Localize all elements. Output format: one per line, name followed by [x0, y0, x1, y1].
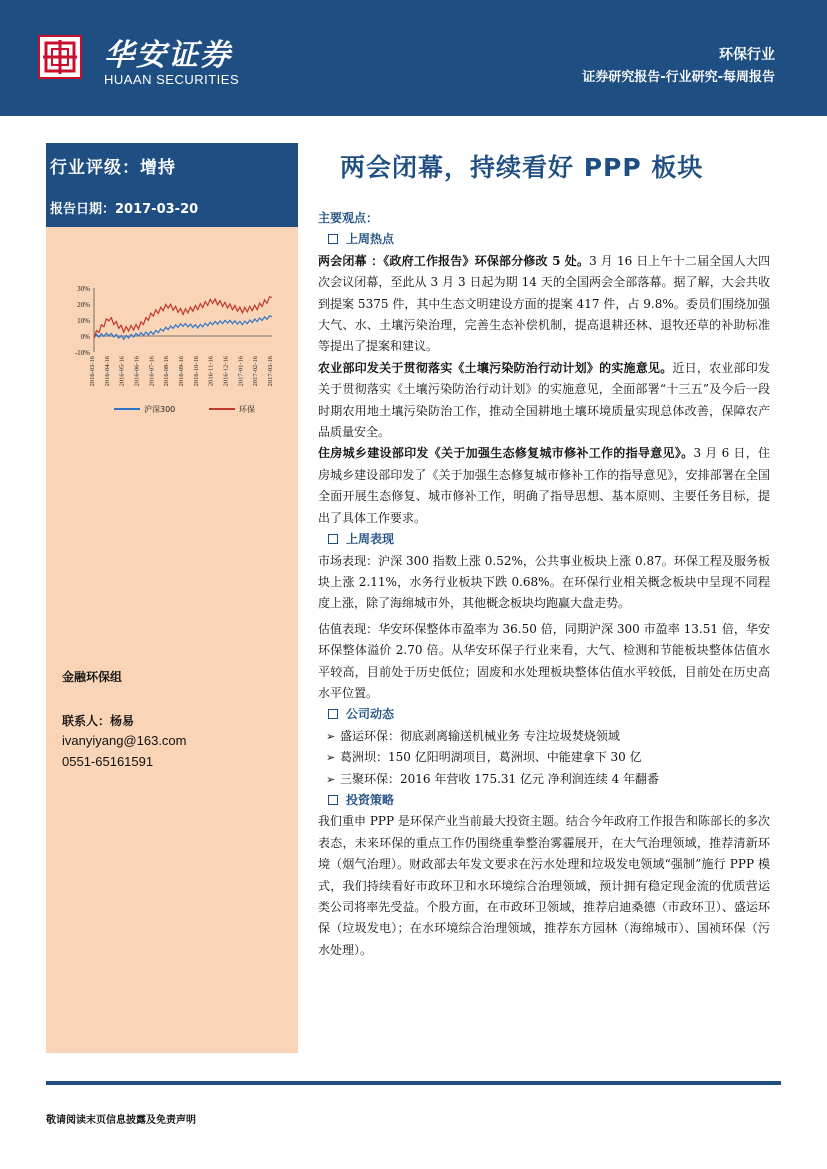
- x-tick-label: 2016-06-16: [133, 356, 141, 387]
- news-text: 盛运环保：彻底剥离输送机械业务 专注垃圾焚烧领域: [340, 728, 620, 743]
- x-tick-label: 2016-03-16: [89, 356, 96, 387]
- y-tick-label: 0%: [80, 333, 90, 341]
- contact-phone: 0551-65161591: [62, 754, 154, 769]
- paragraph-market: 市场表现：沪深 300 指数上涨 0.52%，公共事业板块上涨 0.87。环保工程及服务板块上涨 2.11%，水务行业板块下跌 0.68%。在环保行业相关概念板块中呈现不同程度上涨，除了海绵城市外，其他概念板块均跑赢大盘走势。: [318, 553, 770, 611]
- performance-chart-svg: [62, 280, 282, 420]
- paragraph-lead: 住房城乡建设部印发《关于加强生态修复城市修补工作的指导意见》。: [318, 446, 694, 461]
- x-tick-label: 2016-12-16: [222, 356, 230, 387]
- section-heading-performance: [318, 529, 770, 550]
- section-heading-hot: [318, 229, 770, 250]
- y-tick-label: 20%: [77, 301, 90, 309]
- section-heading-company: [318, 704, 770, 725]
- x-tick-label: 2016-07-16: [148, 356, 156, 387]
- x-tick-label: 2016-04-16: [103, 356, 111, 387]
- x-tick-label: 2016-05-16: [118, 356, 126, 387]
- x-tick-label: 2016-10-16: [192, 356, 200, 387]
- paragraph-body: 近日，农业部印发关于贯彻落实《土壤污染防治行动计划》的实施意见，全面部署“十三五”及今后一段时期农用地土壤污染防治工作，推动全国耕地土壤环境质量实现总体改善，保障农产品质量安全。: [318, 360, 770, 440]
- x-tick-label: 2017-01-16: [237, 356, 245, 387]
- report-date: 报告日期：2017-03-20: [46, 187, 298, 227]
- checkbox-square-icon: [328, 234, 338, 244]
- x-tick-label: 2017-02-16: [252, 356, 260, 387]
- news-item: [318, 769, 770, 790]
- section-label: 上周热点: [346, 232, 395, 247]
- disclaimer-note: 敬请阅读末页信息披露及免责声明: [46, 1115, 196, 1126]
- footer-divider: [46, 1081, 781, 1085]
- arrow-bullet-icon: ➢: [326, 729, 336, 743]
- news-item: [318, 747, 770, 768]
- section-label: 上周表现: [346, 532, 395, 547]
- x-tick-label: 2016-08-16: [163, 356, 171, 387]
- rating-banner: [46, 143, 298, 187]
- arrow-bullet-icon: ➢: [326, 751, 336, 765]
- checkbox-square-icon: [328, 534, 338, 544]
- checkbox-square-icon: [328, 709, 338, 719]
- x-tick-label: 2017-03-16: [267, 356, 274, 387]
- huaan-logo-icon: [38, 35, 82, 79]
- arrow-bullet-icon: ➢: [326, 772, 336, 786]
- y-tick-label: 30%: [77, 285, 90, 293]
- section-heading-strategy: [318, 790, 770, 811]
- legend-label: 沪深300: [144, 405, 176, 414]
- series-line-env: [94, 297, 272, 339]
- team-name: 金融环保组: [62, 670, 123, 684]
- key-points-heading: 主要观点：: [318, 211, 379, 225]
- brand-name-cn: 华安证券: [104, 38, 232, 73]
- industry-rating: 行业评级：增持: [50, 158, 176, 178]
- performance-chart: [62, 280, 282, 420]
- brand-name-en: HUAAN SECURITIES: [104, 72, 240, 87]
- report-type-label: 证券研究报告-行业研究-每周报告: [582, 70, 775, 85]
- x-tick-label: 2016-09-16: [178, 356, 185, 387]
- paragraph-body: 3 月 16 日上午十二届全国人大四次会议闭幕，至此从 3 月 3 日起为期 14 天的全国两会全部落幕。据了解，大会共收到提案 5375 件，其中生态文明建设方面的提案 417 件，占 9.8%。委员们围绕加强大气、水、土壤污染治理，完善生态补偿机制，提高退耕还林、退牧还草的补助标准等提出了提案和建议。: [318, 253, 770, 354]
- paragraph-valuation: 估值表现：华安环保整体市盈率为 36.50 倍，同期沪深 300 市盈率 13.51 倍，华安环保整体溢价 2.70 倍。从华安环保子行业来看，大气、检测和节能板块整体估值水平较高，目前处于历史低位；固废和水处理板块整体估值水平较低，目前处在历史高水平位置。: [318, 621, 770, 700]
- paragraph-lead: 两会闭幕 ：《政府工作报告》环保部分修改 5 处。: [318, 253, 590, 268]
- paragraph-city-repair: [318, 443, 770, 529]
- report-title: 两会闭幕，持续看好 PPP 板块: [340, 153, 704, 182]
- news-text: 三聚环保：2016 年营收 175.31 亿元 净利润连续 4 年翻番: [340, 771, 660, 786]
- news-item: [318, 726, 770, 747]
- contact-person: 联系人：杨易: [62, 714, 135, 728]
- section-label: 公司动态: [346, 707, 395, 722]
- news-text: 葛洲坝：150 亿阳明湖项目，葛洲坝、中能建拿下 30 亿: [340, 750, 642, 765]
- checkbox-square-icon: [328, 795, 338, 805]
- paragraph-two-sessions: [318, 251, 770, 358]
- paragraph-soil-plan: [318, 358, 770, 444]
- section-label: 投资策略: [346, 792, 395, 807]
- paragraph-strategy: 我们重申 PPP 是环保产业当前最大投资主题。结合今年政府工作报告和陈部长的多次表态，未来环保的重点工作仍围绕重拳整治雾霾展开，在大气治理领域，推荐清新环境（烟气治理）。财政部去年发文要求在污水处理和垃圾发电领域“强制”施行 PPP 模式，我们持续看好市政环卫和水环境综合治理领域，预计拥有稳定现金流的优质营运类公司将率先受益。个股方面，在市政环卫领域，推荐启迪桑德（市政环卫）、盛运环保（垃圾发电）；在水环境综合治理领域，推荐东方园林（海绵城市）、国祯环保（污水处理）。: [318, 814, 770, 957]
- y-tick-label: -10%: [74, 349, 90, 357]
- main-content: [318, 208, 770, 961]
- page-header: [0, 0, 827, 116]
- legend-label: 环保: [239, 405, 255, 414]
- y-tick-label: 10%: [77, 317, 90, 325]
- contact-email[interactable]: ivanyiyang@163.com: [62, 733, 187, 748]
- x-tick-label: 2016-11-16: [207, 356, 215, 387]
- paragraph-body: 3 月 6 日，住房城乡建设部印发了《关于加强生态修复城市修补工作的指导意见》，安排部署在全国全面开展生态修复、城市修补工作，明确了指导思想、基本原则、主要任务目标，提出了具体工作要求。: [318, 446, 770, 525]
- paragraph-lead: 农业部印发关于贯彻落实《土壤污染防治行动计划》的实施意见。: [318, 360, 673, 375]
- industry-label: 环保行业: [719, 47, 775, 63]
